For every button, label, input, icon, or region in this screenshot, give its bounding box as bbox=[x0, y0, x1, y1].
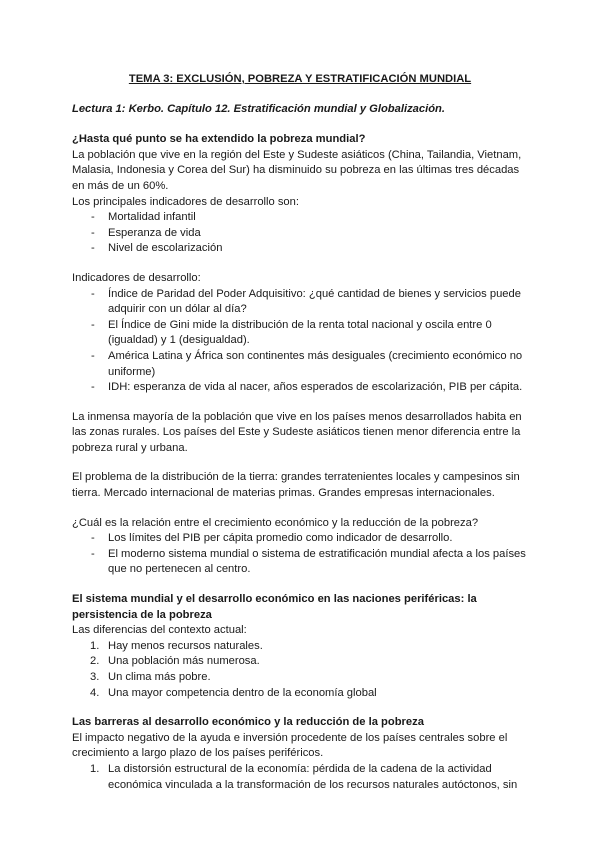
context-differences-list bbox=[72, 639, 528, 701]
list-item: 1. Hay menos recursos naturales. bbox=[90, 639, 263, 652]
development-indicators-intro: Indicadores de desarrollo: bbox=[72, 271, 201, 284]
paragraph-land-distribution: El problema de la distribución de la tierra: grandes terratenientes locales y campesinos sin tierra. Mercado internacional de materias primas. Grandes empresas internacionales. bbox=[72, 471, 520, 500]
section-heading-poverty-extent: ¿Hasta qué punto se ha extendido la pobreza mundial? bbox=[72, 133, 366, 146]
document-content bbox=[72, 72, 528, 793]
list-item: - El moderno sistema mundial o sistema de estratificación mundial afecta a los países que no pertenecen al centro. bbox=[91, 547, 526, 576]
growth-poverty-list bbox=[72, 531, 528, 578]
reading-subtitle: Lectura 1: Kerbo. Capítulo 12. Estratificación mundial y Globalización. bbox=[72, 102, 445, 115]
context-differences-intro: Las diferencias del contexto actual: bbox=[72, 624, 247, 637]
indicators-list bbox=[72, 210, 528, 257]
section-heading-world-system: El sistema mundial y el desarrollo económico en las naciones periféricas: la persistencia de la pobreza bbox=[72, 593, 477, 621]
document-title: TEMA 3: EXCLUSIÓN, POBREZA Y ESTRATIFICACIÓN MUNDIAL bbox=[128, 73, 472, 85]
paragraph-rural-poverty: La inmensa mayoría de la población que vive en los países menos desarrollados habita en las zonas rurales. Los países del Este y Sudeste asiáticos tienen menor diferencia entre la pobreza rural y urbana. bbox=[72, 410, 522, 454]
list-item: 1. La distorsión estructural de la economía: pérdida de la cadena de la actividad económica vinculada a la transformación de los recursos naturales autóctonos, sin bbox=[90, 762, 518, 791]
list-item: 3. Un clima más pobre. bbox=[90, 671, 211, 683]
list-item: - El Índice de Gini mide la distribución de la renta total nacional y oscila entre 0 (igualdad) y 1 (desigualdad). bbox=[91, 318, 492, 347]
indicators-intro: Los principales indicadores de desarrollo son: bbox=[72, 195, 299, 208]
question-growth-poverty: ¿Cuál es la relación entre el crecimiento económico y la reducción de la pobreza? bbox=[72, 516, 479, 529]
list-item: 4. Una mayor competencia dentro de la economía global bbox=[90, 686, 377, 699]
list-item: - Mortalidad infantil bbox=[91, 211, 196, 224]
list-item: - IDH: esperanza de vida al nacer, años esperados de escolarización, PIB per cápita. bbox=[91, 381, 523, 394]
paragraph-aid-impact: El impacto negativo de la ayuda e inversión procedente de los países centrales sobre el crecimiento a largo plazo de los países periféricos. bbox=[72, 731, 508, 760]
list-item: - Los límites del PIB per cápita promedio como indicador de desarrollo. bbox=[91, 532, 453, 545]
development-indicators-list bbox=[72, 287, 528, 396]
list-item: 2. Una población más numerosa. bbox=[90, 655, 260, 668]
paragraph-asia-poverty: La población que vive en la región del Este y Sudeste asiáticos (China, Tailandia, Vietnam, Malasia, Indonesia y Corea del Sur) ha disminuido su pobreza en las últimas tres décadas en más de un 60%. bbox=[72, 148, 522, 192]
list-item: - América Latina y África son continentes más desiguales (crecimiento económico no uniforme) bbox=[91, 349, 523, 378]
list-item: - Esperanza de vida bbox=[91, 226, 201, 239]
section-heading-barriers: Las barreras al desarrollo económico y la reducción de la pobreza bbox=[72, 716, 424, 729]
list-item: - Nivel de escolarización bbox=[91, 242, 223, 255]
barriers-list bbox=[72, 762, 528, 793]
list-item: - Índice de Paridad del Poder Adquisitivo: ¿qué cantidad de bienes y servicios puede adquirir con un dólar al día? bbox=[91, 287, 521, 316]
